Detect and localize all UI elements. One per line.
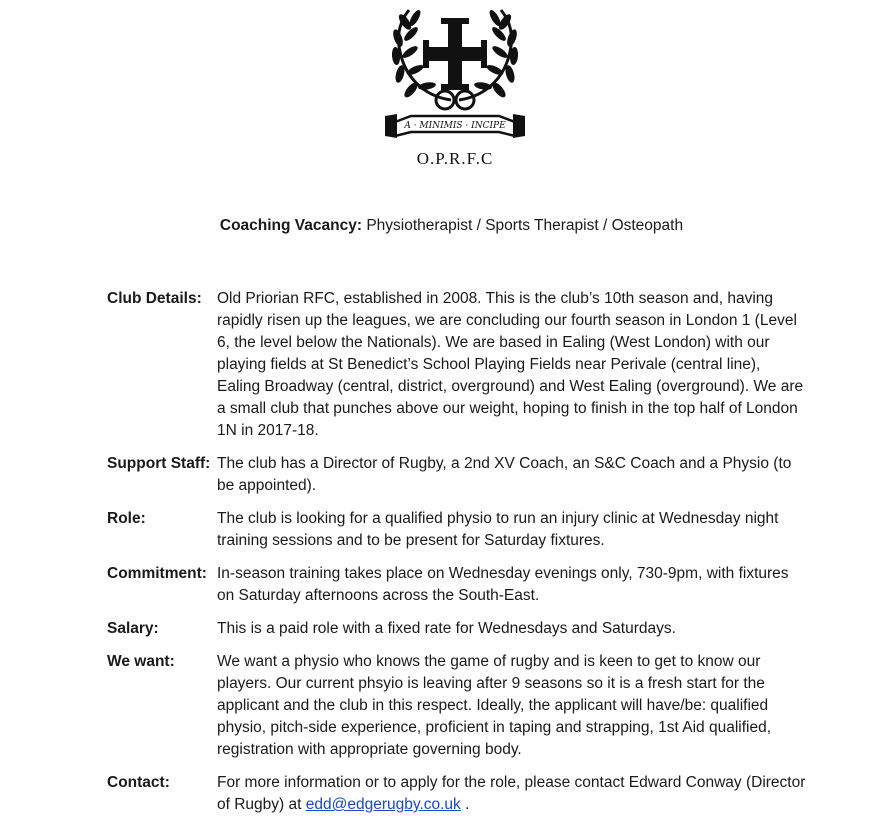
club-crest-icon bbox=[381, 4, 529, 172]
contact-row bbox=[107, 772, 807, 816]
club-initials: O.P.R.F.C bbox=[416, 149, 494, 168]
club-details-text: Old Priorian RFC, established in 2008. This is the club’s 10th season and, having rapidly risen up the leagues, we are concluding our fourth season in London 1 (Level 6, the level below the Nationals). We are based in Ealing (West London) with our playing fields at St Benedict’s School Playing Fields near Perivale (central line), Ealing Broadway (central, district, overground) and West Ealing (overground). We are a small club that punches above our weight, hoping to finish in the top half of London 1N in 2017-18. bbox=[217, 290, 804, 439]
contact-text bbox=[217, 772, 807, 816]
commitment-row bbox=[107, 563, 807, 607]
vacancy-title: Physiotherapist / Sports Therapist / Osteopath bbox=[366, 217, 684, 234]
role-label: Role: bbox=[107, 510, 146, 527]
role-text: The club is looking for a qualified physio to run an injury clinic at Wednesday night training sessions and to be present for Saturday fixtures. bbox=[217, 510, 779, 549]
support-staff-text: The club has a Director of Rugby, a 2nd XV Coach, an S&C Coach and a Physio (to be appointed). bbox=[217, 455, 792, 494]
club-details-label: Club Details: bbox=[107, 290, 202, 307]
vacancy-heading bbox=[0, 216, 888, 236]
support-staff-row bbox=[107, 453, 807, 497]
salary-label: Salary: bbox=[107, 620, 159, 637]
contact-label: Contact: bbox=[107, 774, 170, 791]
we-want-row bbox=[107, 651, 807, 761]
support-staff-label: Support Staff: bbox=[107, 455, 211, 472]
salary-text: This is a paid role with a fixed rate for Wednesdays and Saturdays. bbox=[217, 620, 676, 637]
vacancy-details bbox=[107, 288, 807, 827]
commitment-text: In-season training takes place on Wednesday evenings only, 730-9pm, with fixtures on Saturday afternoons across the South-East. bbox=[217, 565, 789, 604]
salary-row bbox=[107, 618, 807, 640]
motto-text: A · MINIMIS · INCIPE bbox=[404, 121, 506, 131]
contact-email-link[interactable]: edd@edgerugby.co.uk bbox=[305, 796, 461, 813]
club-logo bbox=[381, 4, 529, 172]
commitment-label: Commitment: bbox=[107, 565, 207, 582]
we-want-text: We want a physio who knows the game of rugby and is keen to get to know our players. Our current phsyio is leaving after 9 seasons so it is a fresh start for the applicant and the club in this respect. Ideally, the applicant will have/be: qualified physio, pitch-side experience, proficient in taping and strapping, 1st Aid qualified, registration with appropriate governing body. bbox=[217, 653, 772, 758]
club-details-row bbox=[107, 288, 807, 442]
role-row bbox=[107, 508, 807, 552]
we-want-label: We want: bbox=[107, 653, 175, 670]
contact-text-before: For more information or to apply for the role, please contact Edward Conway (Director of Rugby) at bbox=[217, 774, 806, 813]
vacancy-heading-label: Coaching Vacancy: bbox=[219, 217, 363, 234]
contact-text-after: . bbox=[460, 796, 470, 813]
